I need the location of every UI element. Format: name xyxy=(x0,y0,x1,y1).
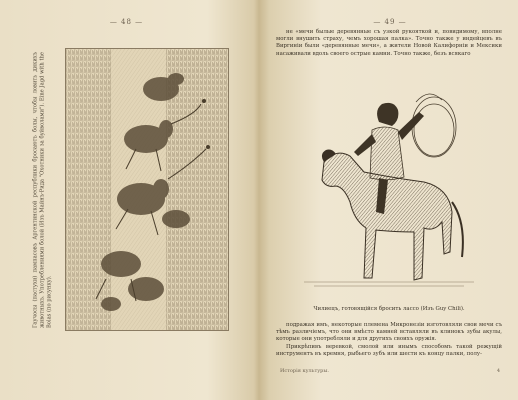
right-top-text xyxy=(276,29,502,58)
right-bottom-text xyxy=(276,322,502,358)
left-illustration-caption: Гаучосы (пастухи) пампасовъ Аргентинской республики бросаютъ болы, чтобы ловить дикихъ животныхъ. Употреблениями болой (Изъ Майнъ-Рида "Охотники за буйволами"). Eine Jagd with the Bolas (по рисунку). xyxy=(32,52,53,328)
lasso-rider-illustration xyxy=(284,82,494,300)
right-illustration-caption: Чилиецъ, готовящійся бросить лассо (Изъ Guy Chili). xyxy=(313,306,465,312)
hunting-illustration xyxy=(65,48,229,331)
left-caption-container xyxy=(28,50,58,330)
left-page xyxy=(0,0,253,400)
page-footer xyxy=(280,368,500,374)
footer-signature-number: 4 xyxy=(496,368,500,374)
right-page xyxy=(262,0,518,400)
footer-signature-title: Исторія культуры. xyxy=(280,368,329,374)
hunting-engraving xyxy=(66,49,228,330)
paragraph: Прикрѣпивъ веревкой, смолой или инымъ способомъ такой режущій инструментъ въ кремня, рыбьего зубъ или шести къ концу палки, полу- xyxy=(276,343,502,357)
paragraph: не «мечи былые деревянные съ узкой рукояткой и, повидимому, вполне могли внушить страху, чемъ хорошая палка». Точно также у индейцевъ въ Виргиніи были «деревянные мечи», а жители Новой Калифорніи и Мексики насаживали вдоль своего острые камни. Точно также, безъ всякаго xyxy=(276,29,502,57)
right-page-number: — 49 — xyxy=(373,18,407,26)
paragraph: подражая имъ, некоторые племена Микронезіи изготовляли свои мечи съ тѣмъ различіемъ, что они вмѣсто камней вставляли въ клинокъ зубы акулы, которые они употребляли и для другихъ своихъ оружія. xyxy=(276,322,502,343)
lasso-rider-engraving xyxy=(284,82,494,300)
left-page-number: — 48 — xyxy=(109,18,144,26)
